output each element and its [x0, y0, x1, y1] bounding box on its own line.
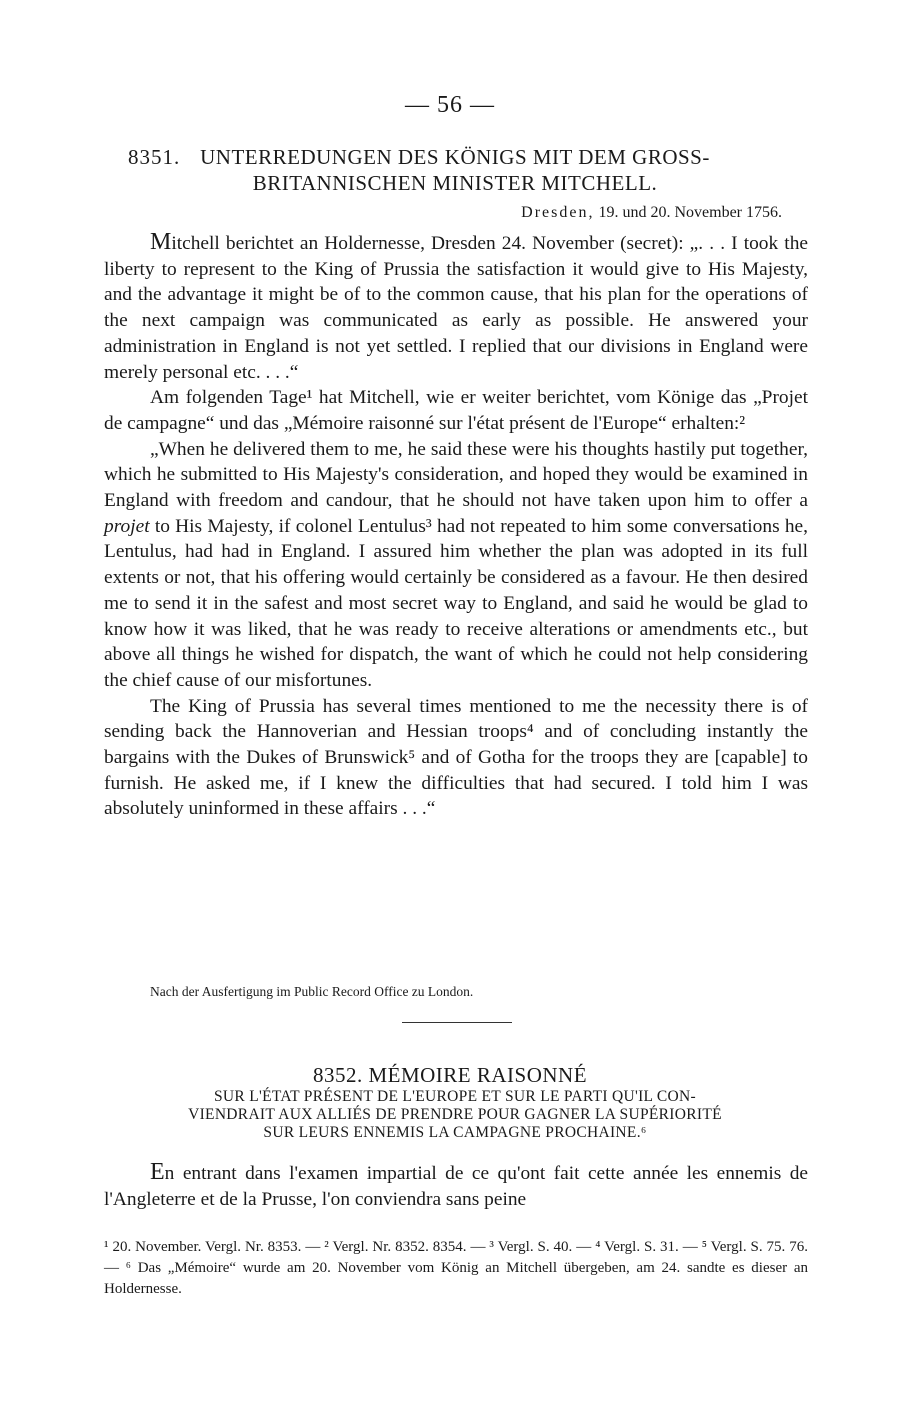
- footnotes: ¹ 20. November. Vergl. Nr. 8353. — ² Vergl. Nr. 8352. 8354. — ³ Vergl. S. 40. — ⁴ Vergl. S. 31. — ⁵ Vergl. S. 75. 76. — ⁶ Das „Mémoire“ wurde am 20. November vom König an Mitchell übergeben, am 24. sandte es dieser an Holdernesse.: [104, 1239, 808, 1297]
- italic-word: projet: [104, 515, 150, 537]
- paragraph: [104, 437, 808, 694]
- paragraph: Am folgenden Tage¹ hat Mitchell, wie er weiter berichtet, vom Könige das „Projet de campagne“ und das „Mémoire raisonné sur l'état présent de l'Europe“ erhalten:²: [104, 387, 808, 434]
- paragraph-text: n entrant dans l'examen impartial de ce qu'ont fait cette année les ennemis de l'Angleterre et de la Prusse, l'on conviendra sans peine: [104, 1163, 808, 1210]
- subtitle-line-2: VIENDRAIT AUX ALLIÉS DE PRENDRE POUR GAGNER LA SUPÉRIORITÉ: [188, 1106, 722, 1123]
- subtitle-line-1: SUR L'ÉTAT PRÉSENT DE L'EUROPE ET SUR LE PARTI QU'IL CON-: [213, 1088, 697, 1105]
- date-text: 19. und 20. November 1756.: [594, 204, 782, 221]
- initial-letter: E: [150, 1159, 165, 1185]
- paragraph: [104, 1160, 808, 1212]
- paragraph-text: to His Majesty, if colonel Lentulus³ had not repeated to him some conversations he, Lentulus, had had in England. I assured him whether the plan was adopted in its full extents or not, that his offering would certainly be considered as a favour. He then desired me to send it in the safest and most secret way to England, and said he would be glad to know how it was liked, that he was ready to receive alterations or amendments etc., but above all things he wished for dispatch, the want of which he could not help considering the chief cause of our misfortunes.: [104, 515, 808, 691]
- section-divider: [402, 1022, 512, 1023]
- paragraph-text: „When he delivered them to me, he said these were his thoughts hastily put together, which he submitted to His Majesty's consideration, and hoped they would be examined in England with freedom and candour, that he should not have taken upon him to offer a: [104, 438, 808, 512]
- title-line-1: UNTERREDUNGEN DES KÖNIGS MIT DEM GROSS-: [200, 145, 710, 169]
- document-title-8351: [100, 144, 810, 196]
- document-subtitle: [100, 1088, 810, 1142]
- initial-letter: M: [150, 229, 172, 255]
- document-title-8352: 8352. MÉMOIRE RAISONNÉ: [312, 1063, 588, 1087]
- body-text-8352: [104, 1160, 808, 1212]
- dateline: [521, 204, 782, 222]
- paragraph-text: itchell berichtet an Holdernesse, Dresden 24. November (secret): „. . . I took the liberty to represent to the King of Prussia the satisfaction it would give to His Majesty, and the advantage it might be of to the common cause, that his plan for the operations of the next campaign was communicated as early as possible. He answered your administration in England is not yet settled. I replied that our divisions in England were merely personal etc. . . .“: [104, 233, 808, 383]
- date-place: Dresden,: [521, 204, 595, 221]
- source-note: Nach der Ausfertigung im Public Record Office zu London.: [150, 984, 474, 999]
- paragraph: The King of Prussia has several times mentioned to me the necessity there is of sending back the Hannoverian and Hessian troops⁴ and of concluding instantly the bargains with the Dukes of Brunswick⁵ and of Gotha for the troops they are [capable] to furnish. He asked me, if I knew the difficulties that had secured. I told him I was absolutely uninformed in these affairs . . .“: [104, 695, 808, 820]
- page-number: — 56 —: [405, 92, 495, 118]
- body-text-8351: [104, 230, 808, 822]
- title-line-2: BRITANNISCHEN MINISTER MITCHELL.: [252, 171, 658, 195]
- document-number: 8351.: [128, 145, 181, 169]
- subtitle-line-3: SUR LEURS ENNEMIS LA CAMPAGNE PROCHAINE.⁶: [263, 1124, 647, 1141]
- paragraph: [104, 230, 808, 385]
